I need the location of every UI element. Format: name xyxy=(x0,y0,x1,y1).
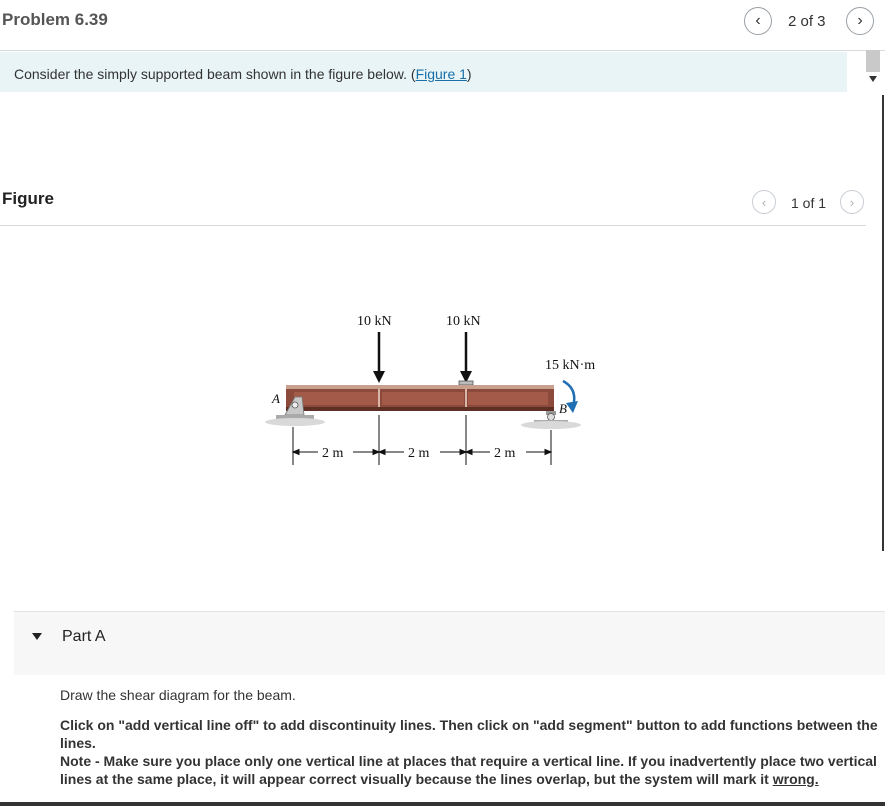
header-divider xyxy=(0,50,885,51)
roller-support-b xyxy=(521,411,581,429)
next-problem-button[interactable] xyxy=(846,7,874,35)
bottom-edge xyxy=(0,802,885,806)
next-figure-button[interactable] xyxy=(840,190,864,214)
figure-divider xyxy=(0,225,866,226)
chevron-right-icon: › xyxy=(857,12,863,29)
part-a-note xyxy=(60,752,885,788)
beam xyxy=(286,385,554,411)
support-a-label: A xyxy=(272,391,280,406)
problem-title: Problem 6.39 xyxy=(2,10,108,29)
part-a-step-text: Click on "add vertical line off" to add discontinuity lines. Then click on "add segment" button to add functions between the lines. xyxy=(60,717,878,751)
scrollbar-track[interactable] xyxy=(882,95,884,551)
load-label-2: 10 kN xyxy=(446,314,481,329)
figure-label: Figure xyxy=(2,189,54,208)
chevron-left-icon: ‹ xyxy=(755,12,761,29)
problem-statement-text: Consider the simply supported beam shown in the figure below. ( xyxy=(14,66,416,82)
figure-1-link[interactable]: Figure 1 xyxy=(415,66,467,82)
figure-counter: 1 of 1 xyxy=(791,195,827,211)
span-label-1: 2 m xyxy=(322,446,344,461)
beam-figure xyxy=(258,305,618,470)
part-a-label[interactable]: Part A xyxy=(62,628,106,645)
load-arrowhead-1 xyxy=(373,371,385,383)
problem-statement-close: ) xyxy=(466,66,472,82)
span-label-3: 2 m xyxy=(494,446,516,461)
moment-arrowhead xyxy=(566,401,578,413)
chevron-right-icon: › xyxy=(849,194,855,210)
prev-problem-button[interactable] xyxy=(744,7,772,35)
load-label-1: 10 kN xyxy=(357,314,392,329)
caret-down-icon[interactable] xyxy=(32,633,42,640)
moment-label: 15 kN·m xyxy=(545,358,596,373)
part-a-header[interactable] xyxy=(14,611,885,675)
part-a-note-text: Note - Make sure you place only one vertical line at places that require a vertical line. If you inadvertently place two vertical lines at the same place, it will appear correct visually because the lines overlap, but the system will mark it xyxy=(60,753,877,787)
part-a-note-end: wrong. xyxy=(772,771,819,787)
chevron-left-icon: ‹ xyxy=(761,194,767,210)
prev-figure-button[interactable] xyxy=(752,190,776,214)
scroll-down-arrow-icon[interactable] xyxy=(869,76,877,82)
support-b-label: B xyxy=(559,401,567,416)
scrollbar-thumb[interactable] xyxy=(866,50,880,72)
span-label-2: 2 m xyxy=(408,446,430,461)
load-plate xyxy=(459,381,473,385)
problem-statement xyxy=(14,66,472,82)
part-a-instruction: Draw the shear diagram for the beam. xyxy=(60,687,296,703)
problem-counter: 2 of 3 xyxy=(788,13,826,30)
